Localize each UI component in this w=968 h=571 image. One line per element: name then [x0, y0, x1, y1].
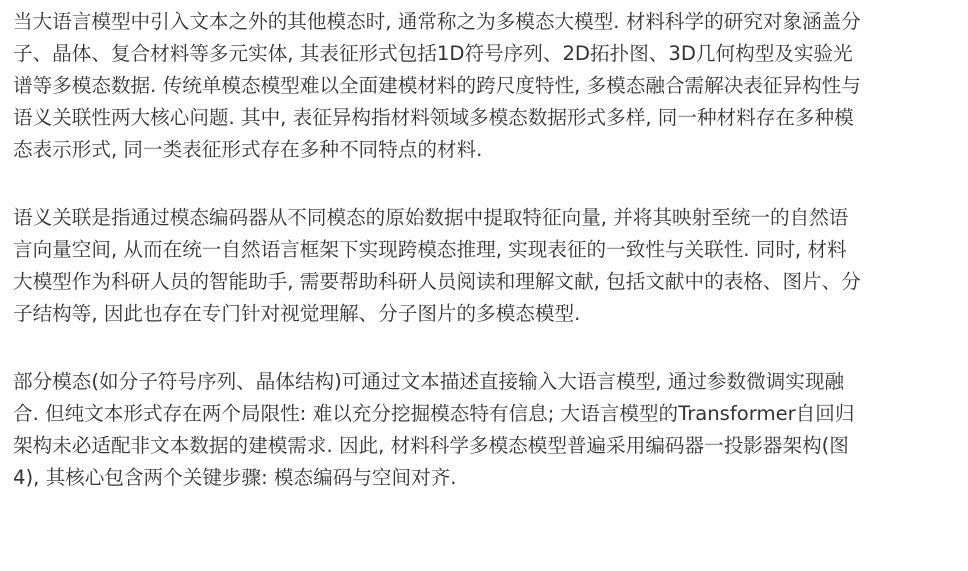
text-line: 语义关联是指通过模态编码器从不同模态的原始数据中提取特征向量, 并将其映射至统一的自然语 [13, 206, 849, 229]
text-line: 4), 其核心包含两个关键步骤: 模态编码与空间对齐. [13, 466, 457, 489]
paragraph-spacer [13, 166, 963, 202]
paragraph-multimodal-intro [13, 6, 963, 166]
text-line: 子结构等, 因此也存在专门针对视觉理解、分子图片的多模态模型. [13, 302, 581, 325]
text-line: 大模型作为科研人员的智能助手, 需要帮助科研人员阅读和理解文献, 包括文献中的表格、图片、分 [13, 270, 861, 293]
text-line: 当大语言模型中引入文本之外的其他模态时, 通常称之为多模态大模型. 材料科学的研究对象涵盖分 [13, 10, 861, 33]
paragraph-encoder-projector [13, 366, 963, 494]
paragraph-semantic-association [13, 202, 963, 330]
text-line: 架构未必适配非文本数据的建模需求. 因此, 材料科学多模态模型普遍采用编码器一投影器架构(图 [13, 434, 849, 457]
text-line: 子、晶体、复合材料等多元实体, 其表征形式包括1D符号序列、2D拓扑图、3D几何构型及实验光 [13, 42, 853, 65]
text-line: 语义关联性两大核心问题. 其中, 表征异构指材料领域多模态数据形式多样, 同一种材料存在多种模 [13, 106, 854, 129]
text-line: 言向量空间, 从而在统一自然语言框架下实现跨模态推理, 实现表征的一致性与关联性. 同时, 材料 [13, 238, 847, 261]
text-line: 态表示形式, 同一类表征形式存在多种不同特点的材料. [13, 138, 483, 161]
text-line: 部分模态(如分子符号序列、晶体结构)可通过文本描述直接输入大语言模型, 通过参数微调实现融 [13, 370, 845, 393]
text-line: 合. 但纯文本形式存在两个局限性: 难以充分挖掘模态特有信息; 大语言模型的Transformer自回归 [13, 402, 855, 425]
article-body [13, 6, 963, 494]
text-line: 谱等多模态数据. 传统单模态模型难以全面建模材料的跨尺度特性, 多模态融合需解决表征异构性与 [13, 74, 861, 97]
paragraph-spacer [13, 330, 963, 366]
